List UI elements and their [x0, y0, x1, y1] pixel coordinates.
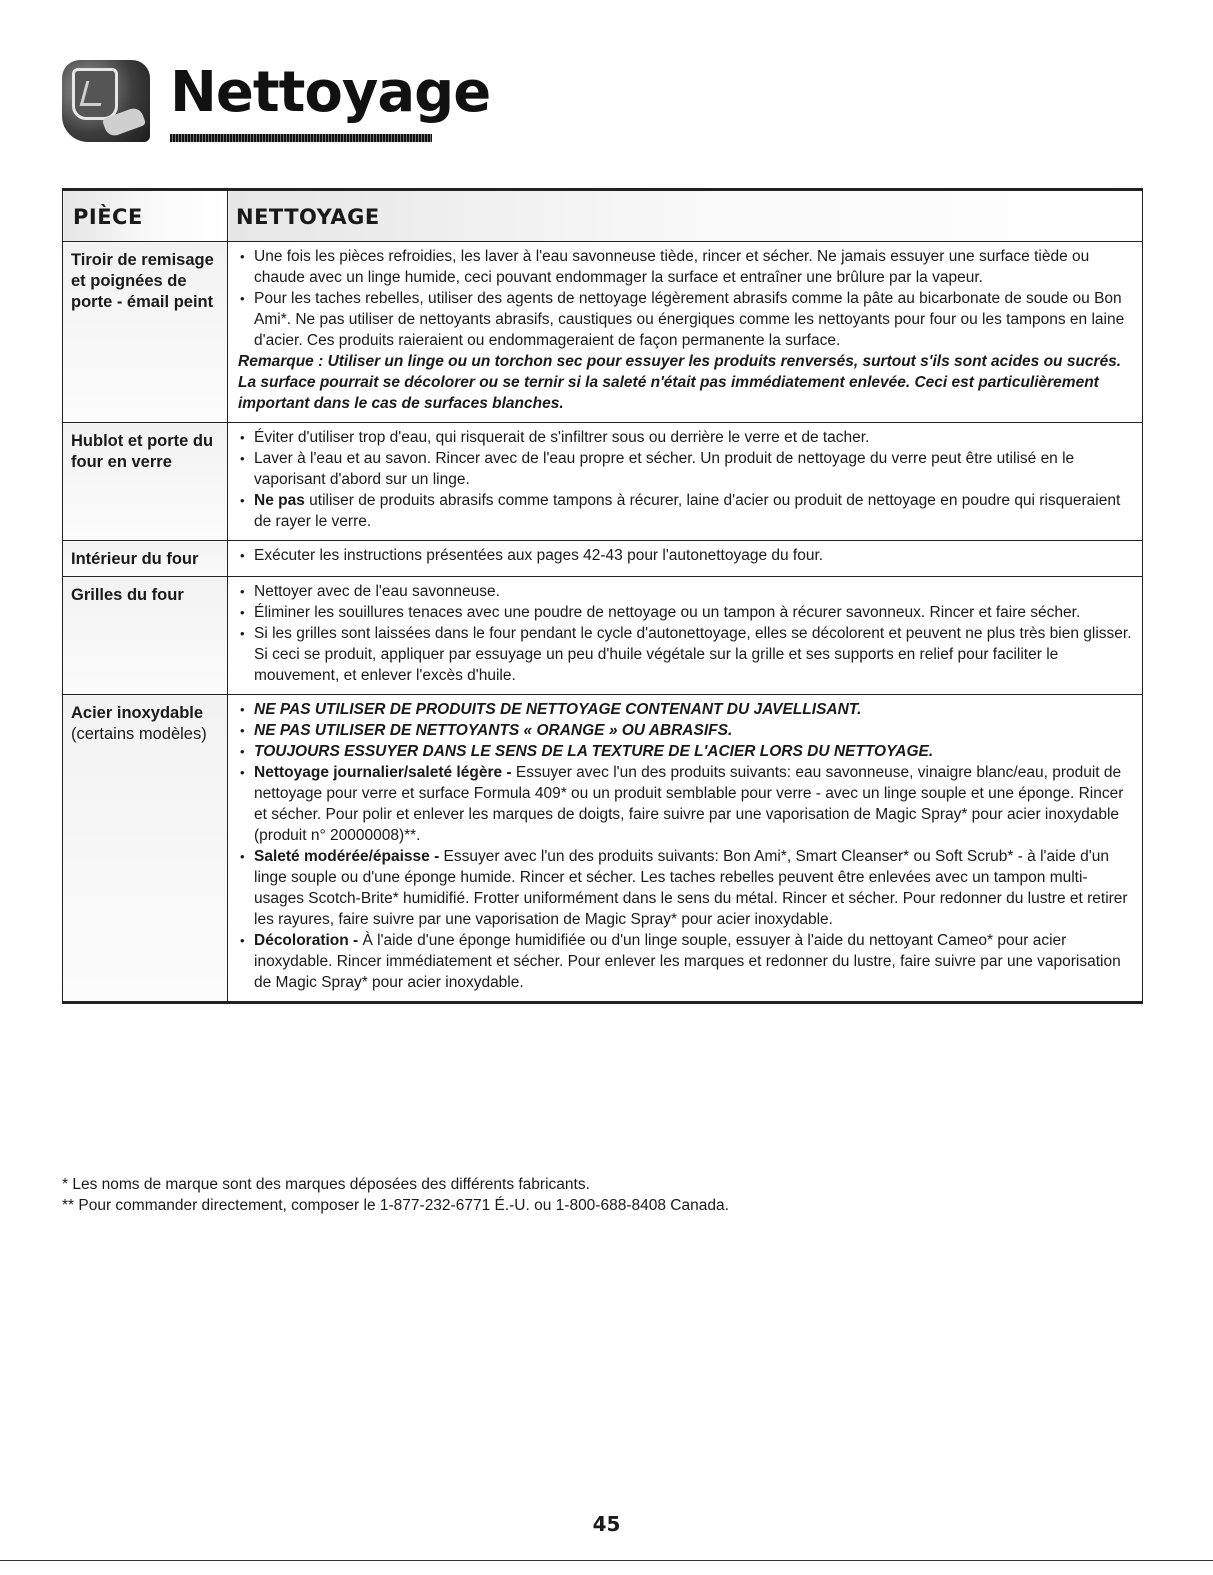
- footnote: ** Pour commander directement, composer le 1-877-232-6771 É.-U. ou 1-800-688-8408 Canada.: [62, 1197, 729, 1214]
- instruction-text: Essuyer avec l'un des produits suivants: Bon Ami*, Smart Cleanser* ou Soft Scrub* - à l'aide d'un linge souple ou d'une éponge humide. Rincer et sécher. Les taches rebelles peuvent être enlevées avec un tampon multi-usages Scotch-Brite* humidifié. Frotter uniformément dans le sens du métal. Rincer et sécher. Pour redonner du lustre et retirer les rayures, faire suivre par une vaporisation de Magic Spray* pour acier inoxydable.: [254, 848, 1128, 928]
- table-row: [63, 541, 1143, 577]
- instruction-text: Exécuter les instructions présentées aux pages 42-43 pour l'autonettoyage du four.: [254, 547, 824, 564]
- instruction-text: Laver à l'eau et au savon. Rincer avec de l'eau propre et sécher. Un produit de nettoyage du verre peut être utilisé en le vaporisant d'abord sur un linge.: [254, 450, 1075, 488]
- instruction-list: [238, 246, 1134, 351]
- instruction-text: Essuyer avec l'un des produits suivants: eau savonneuse, vinaigre blanc/eau, produit de nettoyage pour verre et surface Formula 409* ou un produit semblable pour verre - avec un linge souple et une éponge. Rincer et sécher. Pour polir et enlever les marques de doigts, faire suivre par une vaporisation de Magic Spray* pour acier inoxydable (produit n° 20000008)**.: [254, 764, 1124, 844]
- title-underline: [170, 134, 432, 142]
- instruction-lead: Nettoyage journalier/saleté légère -: [254, 764, 512, 781]
- row-label-cell: [63, 577, 228, 695]
- row-label: Grilles du four: [71, 586, 184, 604]
- instruction-item: [238, 602, 1134, 623]
- row-content-cell: [228, 695, 1143, 1003]
- row-content-cell: [228, 423, 1143, 541]
- instruction-lead: Ne pas: [254, 492, 305, 509]
- column-header-nettoyage: NETTOYAGE: [228, 190, 1143, 242]
- row-label: Hublot et porte du four en verre: [71, 432, 214, 471]
- instruction-item: [238, 720, 1134, 741]
- instruction-text: Éliminer les souillures tenaces avec une poudre de nettoyage ou un tampon à récurer savonneux. Rincer et faire sécher.: [254, 604, 1081, 621]
- footnote: * Les noms de marque sont des marques déposées des différents fabricants.: [62, 1176, 590, 1193]
- instruction-list: [238, 581, 1134, 686]
- instruction-text: Une fois les pièces refroidies, les laver à l'eau savonneuse tiède, rincer et sécher. Ne jamais essuyer une surface tiède ou chaude avec un linge humide, ceci pouvant endommager la surface et entraîner une brûlure par la vapeur.: [254, 248, 1090, 286]
- instruction-text: NE PAS UTILISER DE PRODUITS DE NETTOYAGE CONTENANT DU JAVELLISANT.: [254, 701, 862, 718]
- page-title: Nettoyage: [170, 60, 491, 125]
- instruction-item: [238, 930, 1134, 993]
- page-number: 45: [592, 1512, 621, 1536]
- row-sublabel: (certains modèles): [71, 725, 207, 743]
- instruction-item: [238, 699, 1134, 720]
- instruction-item: [238, 490, 1134, 532]
- instruction-list: [238, 699, 1134, 993]
- cleaning-bucket-icon: [62, 60, 150, 142]
- instruction-item: [238, 246, 1134, 288]
- bottom-rule: [0, 1560, 1213, 1561]
- instruction-lead: Décoloration -: [254, 932, 359, 949]
- row-content-cell: [228, 541, 1143, 577]
- table-row: [63, 423, 1143, 541]
- instruction-list: [238, 427, 1134, 532]
- footnotes: [62, 1174, 729, 1216]
- instruction-text: Éviter d'utiliser trop d'eau, qui risquerait de s'infiltrer sous ou derrière le verre et de tacher.: [254, 429, 870, 446]
- row-label-cell: [63, 423, 228, 541]
- cleaning-table: [62, 188, 1143, 1004]
- remark-note: Remarque : Utiliser un linge ou un torchon sec pour essuyer les produits renversés, surtout s'ils sont acides ou sucrés. La surface pourrait se décolorer ou se ternir si la saleté n'était pas immédiatement enlevée. Ceci est particulièrement important dans le cas de surfaces blanches.: [238, 353, 1122, 412]
- instruction-text: NE PAS UTILISER DE NETTOYANTS « ORANGE » OU ABRASIFS.: [254, 722, 733, 739]
- instruction-lead: Saleté modérée/épaisse -: [254, 848, 440, 865]
- instruction-item: [238, 741, 1134, 762]
- instruction-text: Pour les taches rebelles, utiliser des agents de nettoyage légèrement abrasifs comme la pâte au bicarbonate de soude ou Bon Ami*. Ne pas utiliser de nettoyants abrasifs, caustiques ou énergiques comme les nettoyants pour four ou les tampons en laine d'acier. Ces produits raieraient ou endommageraient de façon permanente la surface.: [254, 290, 1125, 349]
- column-header-piece: PIÈCE: [63, 190, 228, 242]
- instruction-text: Nettoyer avec de l'eau savonneuse.: [254, 583, 500, 600]
- instruction-item: [238, 448, 1134, 490]
- instruction-item: [238, 288, 1134, 351]
- instruction-item: [238, 581, 1134, 602]
- instruction-text: À l'aide d'une éponge humidifiée ou d'un linge souple, essuyer à l'aide du nettoyant Cameo* pour acier inoxydable. Rincer immédiatement et sécher. Pour enlever les marques et redonner du lustre, faire suivre par une vaporisation de Magic Spray* pour acier inoxydable.: [254, 932, 1121, 991]
- row-label-cell: [63, 541, 228, 577]
- row-label-cell: [63, 242, 228, 423]
- table-header-row: [63, 190, 1143, 242]
- page-header: [62, 54, 491, 154]
- instruction-item: [238, 623, 1134, 686]
- row-content-cell: [228, 242, 1143, 423]
- instruction-text: Si les grilles sont laissées dans le four pendant le cycle d'autonettoyage, elles se décolorent et peuvent ne plus très bien glisser. Si ceci se produit, appliquer par essuyage un peu d'huile végétale sur la grille et ses supports en relief pour faciliter le mouvement, et enlever l'excès d'huile.: [254, 625, 1132, 684]
- table-row: [63, 242, 1143, 423]
- instruction-text: utiliser de produits abrasifs comme tampons à récurer, laine d'acier ou produit de nettoyage en poudre qui risqueraient de rayer le verre.: [254, 492, 1121, 530]
- row-label: Tiroir de remisage et poignées de porte - émail peint: [71, 251, 214, 311]
- row-content-cell: [228, 577, 1143, 695]
- row-label-cell: [63, 695, 228, 1003]
- row-label: Acier inoxydable: [71, 704, 204, 722]
- instruction-item: [238, 846, 1134, 930]
- table-row: [63, 577, 1143, 695]
- instruction-item: [238, 545, 1134, 566]
- row-label: Intérieur du four: [71, 550, 199, 568]
- instruction-text: TOUJOURS ESSUYER DANS LE SENS DE LA TEXTURE DE L'ACIER LORS DU NETTOYAGE.: [254, 743, 934, 760]
- instruction-item: [238, 762, 1134, 846]
- instruction-item: [238, 427, 1134, 448]
- instruction-list: [238, 545, 1134, 566]
- table-row: [63, 695, 1143, 1003]
